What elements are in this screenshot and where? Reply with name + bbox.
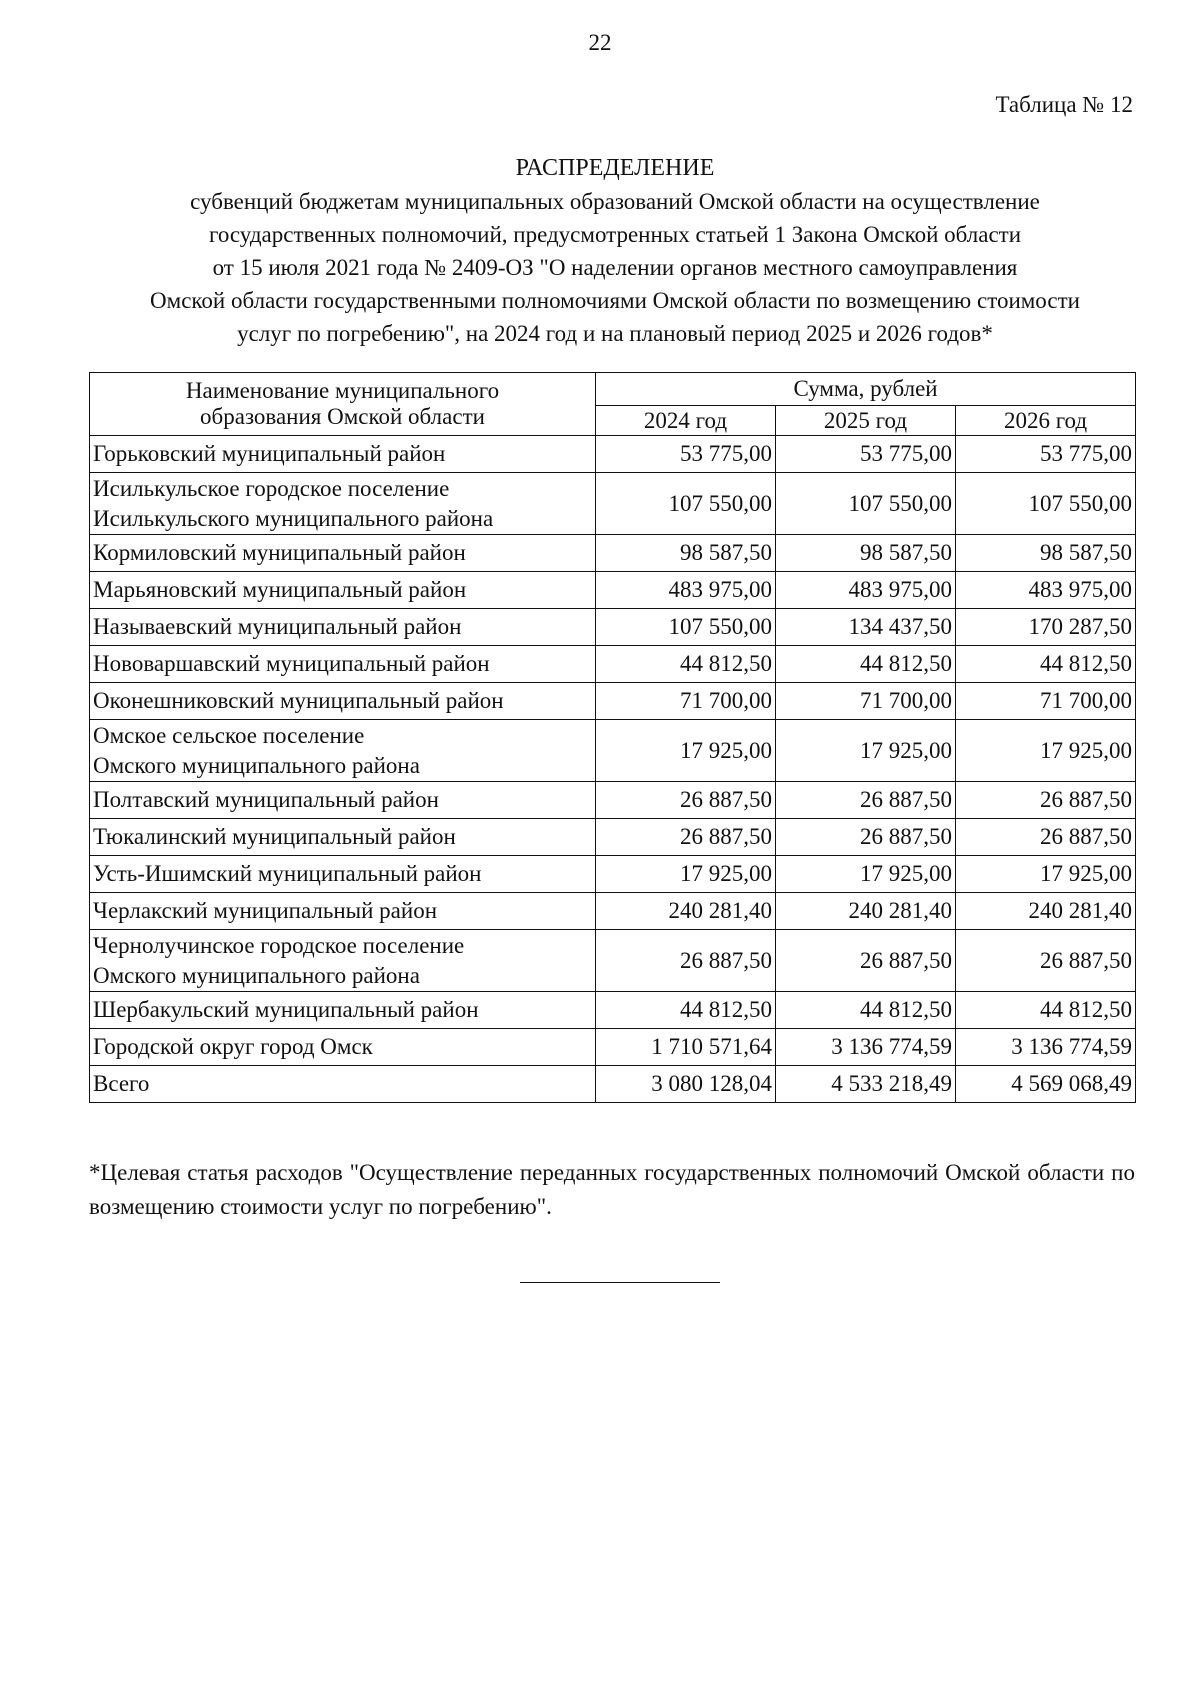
page-number: 22 [588,30,612,55]
amount-2026: 26 887,50 [956,782,1136,819]
table-body [90,436,1136,1103]
amount-2024: 17 925,00 [596,856,776,893]
header-municipality-line2: образования Омской области [200,404,485,429]
amount-2026: 26 887,50 [956,930,1136,992]
municipality-name: Шербакульский муниципальный район [90,992,596,1029]
footnote: *Целевая статья расходов "Осуществление переданных государственных полномочий Омской области по возмещению стоимости услуг по погребению". [89,1160,1135,1219]
header-year-2026: 2026 год [956,406,1136,436]
municipality-name: Чернолучинское городское поселение Омского муниципального района [90,930,596,992]
amount-2024: 17 925,00 [596,720,776,782]
municipality-name: Черлакский муниципальный район [90,893,596,930]
amount-2026: 240 281,40 [956,893,1136,930]
table-row [90,819,1136,856]
amount-2025: 71 700,00 [776,683,956,720]
amount-2026: 4 569 068,49 [956,1066,1136,1103]
amount-2025: 483 975,00 [776,572,956,609]
table-row [90,992,1136,1029]
header-sum: Сумма, рублей [596,373,1136,406]
municipality-name: Полтавский муниципальный район [90,782,596,819]
municipality-name: Называевский муниципальный район [90,609,596,646]
subtitle-line: государственных полномочий, предусмотренных статьей 1 Закона Омской области [208,222,1022,247]
amount-2025: 4 533 218,49 [776,1066,956,1103]
table-row [90,720,1136,782]
amount-2024: 26 887,50 [596,930,776,992]
subtitle-line: от 15 июля 2021 года № 2409-ОЗ "О наделении органов местного самоуправления [212,255,1018,280]
amount-2026: 44 812,50 [956,992,1136,1029]
amount-2024: 107 550,00 [596,609,776,646]
header-year-2025: 2025 год [776,406,956,436]
amount-2025: 240 281,40 [776,893,956,930]
amount-2025: 17 925,00 [776,856,956,893]
table-number: Таблица № 12 [995,92,1133,117]
total-row [90,1066,1136,1103]
subtitle-line: услуг по погребению", на 2024 год и на плановый период 2025 и 2026 годов* [237,321,993,346]
table-row [90,473,1136,535]
municipality-name: Оконешниковский муниципальный район [90,683,596,720]
amount-2024: 1 710 571,64 [596,1029,776,1066]
table-row [90,893,1136,930]
subtitle-line: субвенций бюджетам муниципальных образований Омской области на осуществление [190,189,1040,214]
amount-2024: 240 281,40 [596,893,776,930]
municipality-name: Усть-Ишимский муниципальный район [90,856,596,893]
amount-2025: 134 437,50 [776,609,956,646]
amount-2024: 26 887,50 [596,782,776,819]
amount-2026: 26 887,50 [956,819,1136,856]
amount-2024: 3 080 128,04 [596,1066,776,1103]
municipality-name: Нововаршавский муниципальный район [90,646,596,683]
amount-2026: 98 587,50 [956,535,1136,572]
amount-2024: 44 812,50 [596,992,776,1029]
municipality-name: Городской округ город Омск [90,1029,596,1066]
amount-2026: 483 975,00 [956,572,1136,609]
header-year-2024: 2024 год [596,406,776,436]
table-row [90,1029,1136,1066]
table-row [90,856,1136,893]
amount-2026: 17 925,00 [956,856,1136,893]
amount-2026: 44 812,50 [956,646,1136,683]
header-municipality [90,373,596,436]
amount-2025: 17 925,00 [776,720,956,782]
municipality-name: Марьяновский муниципальный район [90,572,596,609]
amount-2025: 44 812,50 [776,992,956,1029]
table-row [90,683,1136,720]
amount-2025: 26 887,50 [776,930,956,992]
subtitle-line: Омской области государственными полномочиями Омской области по возмещению стоимости [150,288,1080,313]
amount-2025: 53 775,00 [776,436,956,473]
municipality-name: Омское сельское поселение Омского муниципального района [90,720,596,782]
document-title: РАСПРЕДЕЛЕНИЕ [515,155,715,181]
table-row [90,572,1136,609]
amount-2024: 53 775,00 [596,436,776,473]
municipality-name: Всего [90,1066,596,1103]
municipality-name: Горьковский муниципальный район [90,436,596,473]
amount-2026: 53 775,00 [956,436,1136,473]
amount-2026: 107 550,00 [956,473,1136,535]
header-municipality-line1: Наименование муниципального [185,378,500,403]
amount-2026: 71 700,00 [956,683,1136,720]
amount-2026: 170 287,50 [956,609,1136,646]
amount-2024: 71 700,00 [596,683,776,720]
amount-2025: 107 550,00 [776,473,956,535]
table-row [90,535,1136,572]
municipality-name: Исилькульское городское поселение Исилькульского муниципального района [90,473,596,535]
amount-2025: 26 887,50 [776,819,956,856]
table-row [90,930,1136,992]
table-row [90,782,1136,819]
document-title-block [90,152,1140,350]
amount-2024: 107 550,00 [596,473,776,535]
distribution-table [89,372,1136,1103]
amount-2025: 26 887,50 [776,782,956,819]
amount-2025: 44 812,50 [776,646,956,683]
municipality-name: Кормиловский муниципальный район [90,535,596,572]
amount-2024: 44 812,50 [596,646,776,683]
amount-2024: 483 975,00 [596,572,776,609]
amount-2025: 3 136 774,59 [776,1029,956,1066]
table-row [90,646,1136,683]
amount-2024: 26 887,50 [596,819,776,856]
amount-2025: 98 587,50 [776,535,956,572]
table-row [90,609,1136,646]
municipality-name: Тюкалинский муниципальный район [90,819,596,856]
table-row [90,436,1136,473]
amount-2026: 3 136 774,59 [956,1029,1136,1066]
end-divider [520,1282,720,1283]
amount-2026: 17 925,00 [956,720,1136,782]
amount-2024: 98 587,50 [596,535,776,572]
